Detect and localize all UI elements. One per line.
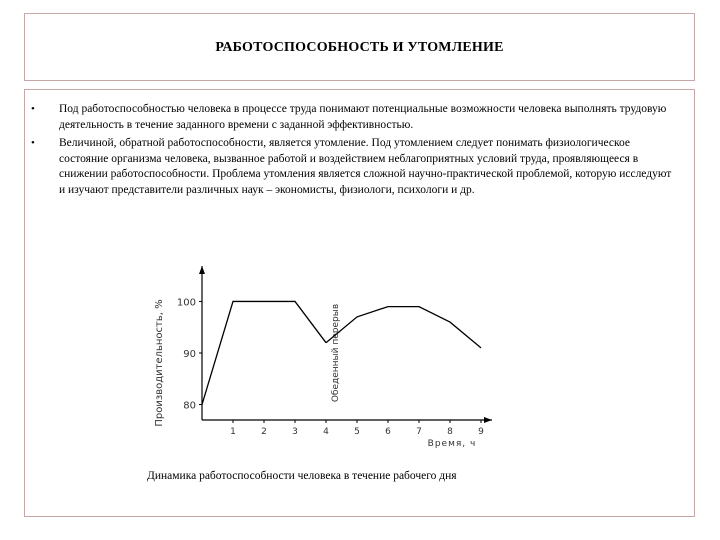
- x-tick-label: 5: [354, 427, 360, 437]
- x-tick-label: 1: [230, 427, 236, 437]
- x-tick-label: 9: [478, 427, 484, 437]
- y-tick-label: 90: [183, 349, 196, 360]
- x-tick-label: 4: [323, 427, 329, 437]
- bullet-text: Под работоспособностью человека в процессе труда понимают потенциальные возможности человека выполнять трудовую деятельность в течение заданного времени с заданной эффективностью.: [59, 103, 667, 131]
- x-axis-arrow-icon: [484, 417, 492, 423]
- y-tick-label: 100: [176, 297, 196, 309]
- x-tick-label: 6: [385, 427, 391, 437]
- x-tick-label: 3: [292, 427, 298, 437]
- x-axis-label: Время, ч: [427, 439, 477, 449]
- x-tick-label: 8: [447, 427, 453, 437]
- bullet-text: Величиной, обратной работоспособности, является утомление. Под утомлением следует понимать физиологическое состояние организма человека, вызванное работой и воздействием неблагоприятных условий труда, проявляющееся в снижении работоспособности. Проблема утомления является сложной научно-практической проблемой, которую исследуют и изучают представители различных наук – экономисты, физиологи, психологи и др.: [59, 137, 672, 196]
- y-axis-label: Производительность, %: [154, 299, 165, 427]
- work-capacity-chart: [25, 90, 694, 516]
- series-line-work1: [202, 301, 326, 404]
- bullet-icon: •: [31, 137, 35, 149]
- y-axis-arrow-icon: [199, 266, 205, 274]
- x-tick-label: 2: [261, 427, 267, 437]
- page-title: РАБОТОСПОСОБНОСТЬ И УТОМЛЕНИЕ: [215, 40, 504, 55]
- x-tick-label: 7: [416, 427, 422, 437]
- series-line-work2: [326, 307, 481, 348]
- y-tick-label: 80: [183, 400, 196, 412]
- chart-caption: Динамика работоспособности человека в течение рабочего дня: [147, 470, 457, 482]
- bullet-icon: •: [31, 103, 35, 115]
- lunch-break-annotation: Обеденный перерыв: [331, 303, 341, 403]
- content-box: [24, 89, 695, 517]
- title-box: [24, 13, 695, 81]
